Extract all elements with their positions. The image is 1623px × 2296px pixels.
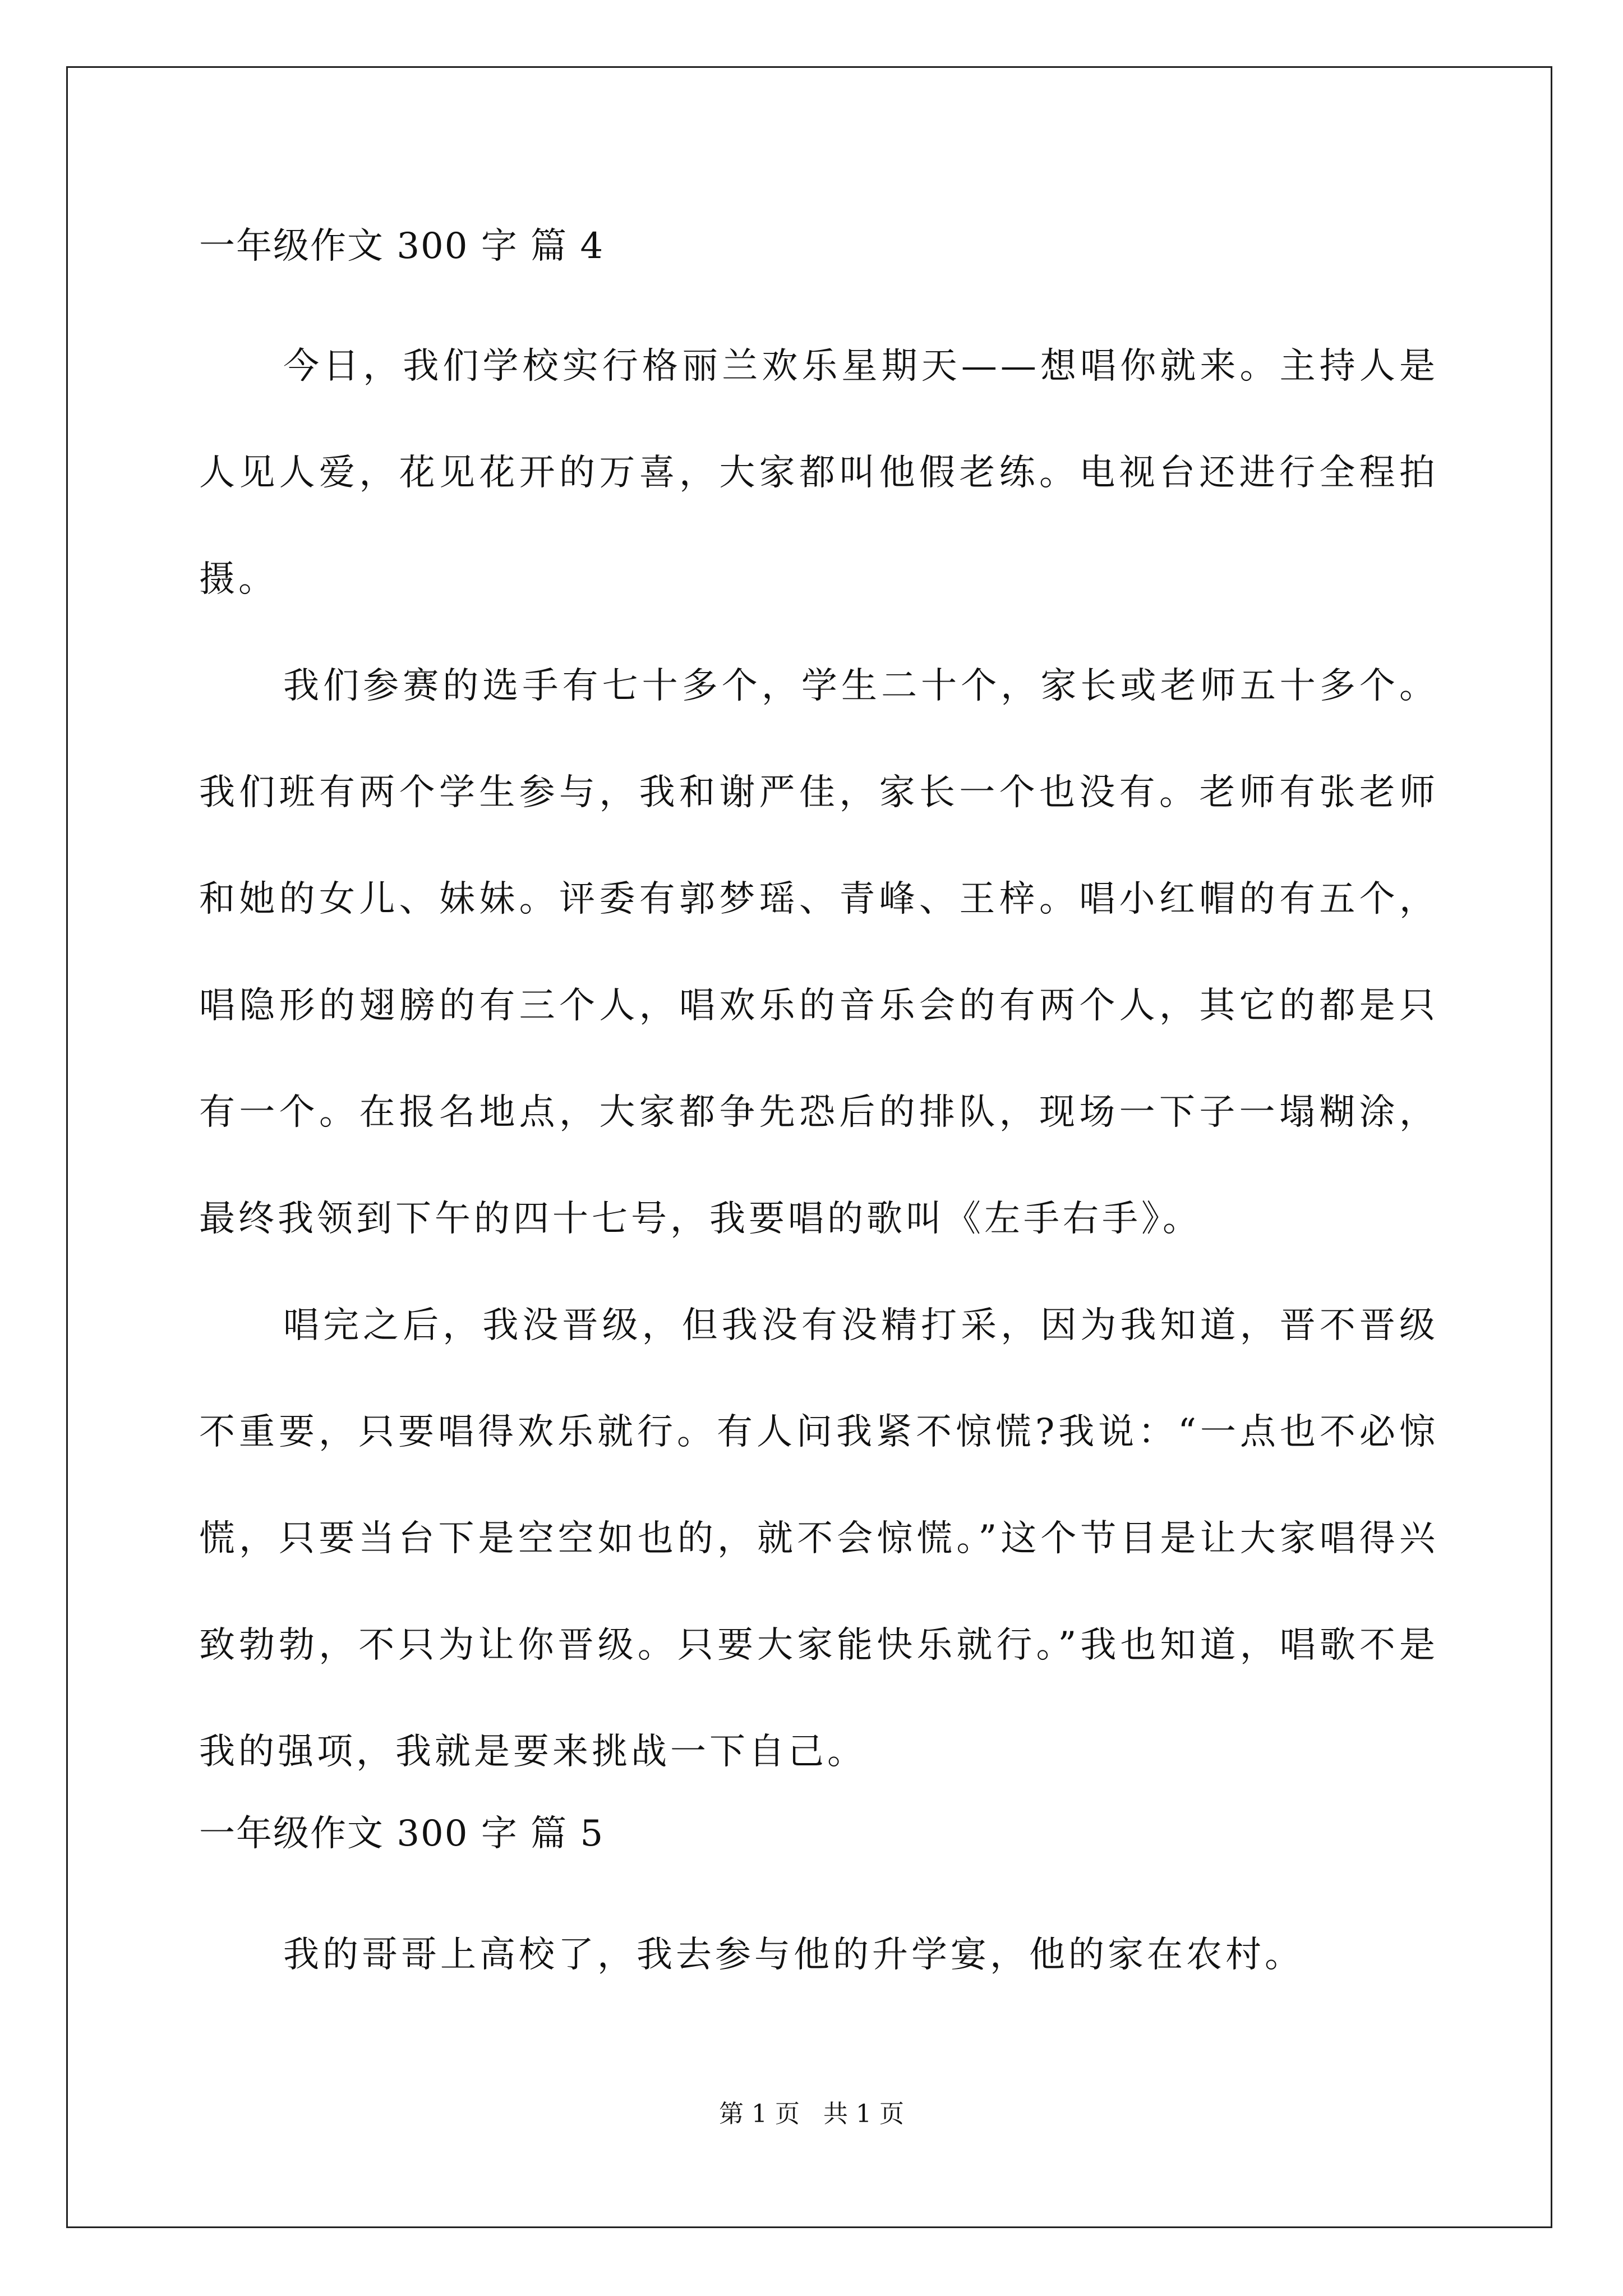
paragraph: 今日，我们学校实行格丽兰欢乐星期天——想唱你就来。主持人是人见人爱，花见花开的万喜，大家都叫他假老练。电视台还进行全程拍摄。 xyxy=(199,346,1438,600)
paragraph: 唱完之后，我没晋级，但我没有没精打采，因为我知道，晋不晋级不重要，只要唱得欢乐就行。有人问我紧不惊慌?我说：“一点也不必惊慌，只要当台下是空空如也的，就不会惊慌。”这个节目是让大家唱得兴致勃勃，不只为让你晋级。只要大家能快乐就行。”我也知道，唱歌不是我的强项，我就是要来挑战一下自己。 xyxy=(199,1305,1438,1773)
section-heading: 一年级作文 300 字 篇 4 xyxy=(199,226,605,267)
section-heading: 一年级作文 300 字 篇 5 xyxy=(199,1813,605,1855)
paragraph: 我的哥哥上高校了，我去参与他的升学宴，他的家在农村。 xyxy=(283,1934,1304,1976)
page-footer: 第 1 页 共 1 页 xyxy=(719,2100,904,2128)
document-body xyxy=(199,219,1438,2008)
paragraph: 我们参赛的选手有七十多个，学生二十个，家长或老师五十多个。我们班有两个学生参与，我和谢严佳，家长一个也没有。老师有张老师和她的女儿、妹妹。评委有郭梦瑶、青峰、王梓。唱小红帽的有五个，唱隐形的翅膀的有三个人，唱欢乐的音乐会的有两个人，其它的都是只有一个。在报名地点，大家都争先恐后的排队，现场一下子一塌糊涂，最终我领到下午的四十七号，我要唱的歌叫《左手右手》。 xyxy=(199,665,1438,1240)
